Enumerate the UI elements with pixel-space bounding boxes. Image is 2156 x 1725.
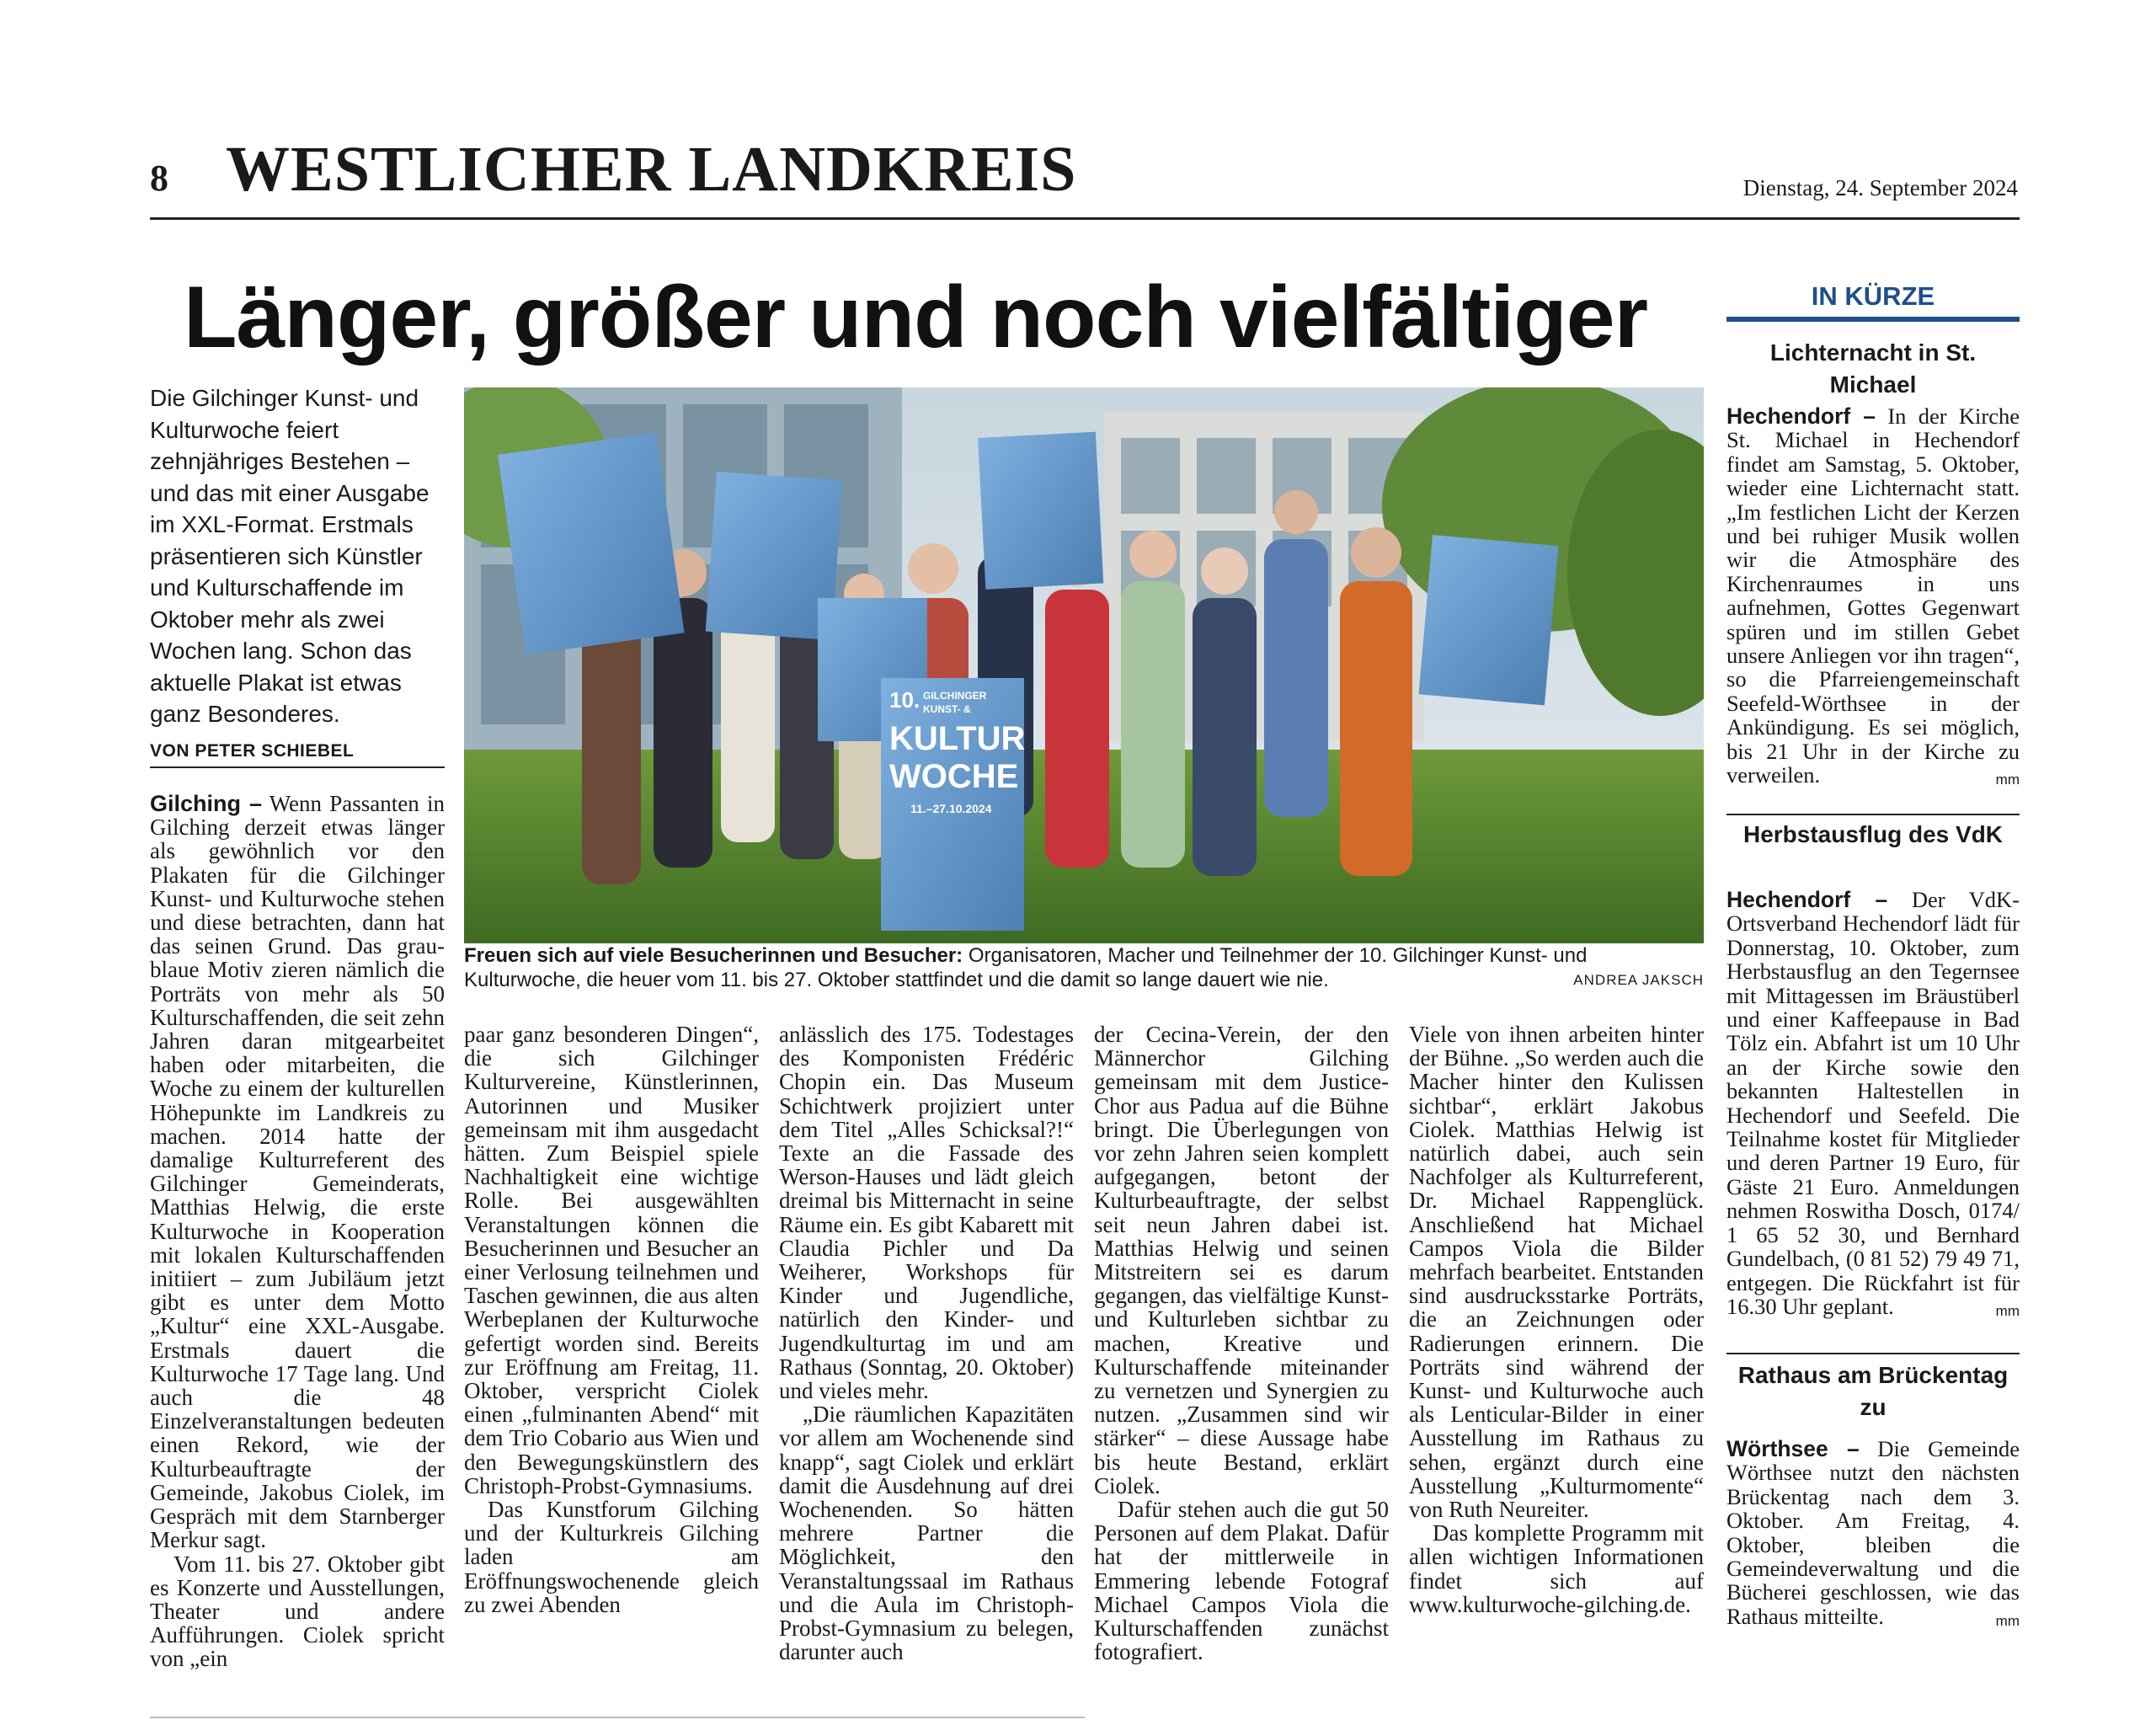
issue-date: Dienstag, 24. September 2024 (1742, 175, 2018, 200)
sidebar-rule (1726, 317, 2020, 322)
brief-1-initials: mm (1995, 772, 2020, 788)
brief-1-rule (1726, 814, 2020, 815)
col1-paragraph-1: Wenn Passanten in Gilching derzeit etwas länger als gewöhnlich vor den Plakaten für die Gilchinger Kunst- und Kulturwoche stehen und diese betrachten, dann hat das seinen Grund. Das grau-blaue Motiv zieren nämlich die Porträts von mehr als 50 Kulturschaffenden, die seit zehn Jahren daran mitgearbeitet haben oder mitarbeiten, die Woche zu einem der kulturellen Höhepunkte im Landkreis zu machen. 2014 hatte der damalige Kulturreferent des Gilchinger Gemeinderats, Matthias Helwig, die erste Kulturwoche in Kooperation mit lokalen Kulturschaffenden initiiert – zum Jubiläum jetzt gibt es unter dem Motto „Kultur“ eine XXL-Ausgabe. Erstmals dauert die Kulturwoche 17 Tage lang. Und auch die 48 Einzelveranstaltungen bedeuten einen Rekord, wie der Kulturbeauftragte der Gemeinde, Jakobus Ciolek, im Gespräch mit dem Starnberger Merkur sagt. (150, 791, 445, 1553)
col2-paragraph-2: Das Kunstforum Gilching und der Kulturkreis Gilching laden am Eröffnungswochenende gleich zu zwei Abenden (464, 1497, 759, 1617)
photo-credit: ANDREA JAKSCH (1573, 972, 1704, 988)
col5-paragraph-2: Das komplette Programm mit allen wichtigen Informationen findet sich auf www.kulturwoche-gilching.de. (1409, 1520, 1704, 1617)
author-rule (150, 766, 445, 768)
page-number: 8 (150, 158, 168, 199)
col4-paragraph-1: der Cecina-Verein, der den Männerchor Gilching gemeinsam mit dem Justice-Chor aus Padua auf die Bühne bringt. Die Überlegungen von vor zehn Jahren seien komplett aufgegangen, betont der Kulturbeauftragte, der selbst seit neun Jahren dabei ist. Matthias Helwig und seinen Mitstreitern sei es darum gegangen, das vielfältige Kunst- und Kulturleben sichtbar zu machen, Kreative und Kulturschaffende miteinander zu vernetzen und Synergien zu nutzen. „Zusammen sind wir stärker“ – diese Aussage habe bis heute Bestand, erklärt Ciolek. (1094, 1022, 1389, 1498)
poster-dates: 11.–27.10.2024 (910, 802, 992, 815)
brief-2-rule (1726, 1353, 2020, 1354)
poster-word2: WOCHE (889, 758, 1019, 795)
body-column-3 (779, 1023, 1074, 1664)
article-author: VON PETER SCHIEBEL (150, 741, 355, 761)
group-photo-illustration (464, 387, 1704, 943)
brief-2-headline: Herbstausflug des VdK (1742, 821, 2004, 847)
brief-1-text: In der Kirche St. Michael in Hechendorf findet am Samstag, 5. Oktober, wieder eine Lichternacht statt. „Im festlichen Licht der Kerzen und bei ruhiger Musik wollen wir die Atmosphäre des Kirchenraumes in uns aufnehmen, Gottes Gegenwart spüren und im stillen Gebet unsere Anliegen vor ihn tragen“, so die Pfarreiengemeinschaft Seefeld-Wörthsee in der Ankündigung. Es sei möglich, bis 21 Uhr in der Kirche zu verweilen. (1726, 403, 2020, 788)
col4-paragraph-2: Dafür stehen auch die gut 50 Personen auf dem Plakat. Dafür hat der mittlerweile in Emmering lebende Fotograf Michael Campos Viola die Kulturschaffenden zunächst fotografiert. (1094, 1497, 1389, 1665)
poster-word1: KULTUR (889, 720, 1026, 757)
poster-line1: GILCHINGER (923, 690, 987, 702)
photo-caption (464, 943, 1704, 992)
brief-2-text: Der VdK-Ortsverband Hechendorf lädt für Donnerstag, 10. Oktober, zum Herbstausflug an den Tegernsee mit Mittagessen im Bräustüberl und einer Kaffeepause in Bad Tölz ein. Abfahrt ist um 10 Uhr an der Kirche sowie den bekannten Haltestellen in Hechendorf und Seefeld. Die Teilnahme kostet für Mitglieder und deren Partner 19 Euro, für Gäste 21 Euro. Anmeldungen nehmen Roswitha Dosch, 0174/ 1 65 52 30, und Bernhard Gundelbach, (0 81 52) 79 49 71, entgegen. Die Rückfahrt ist für 16.30 Uhr geplant. (1726, 887, 2020, 1319)
body-column-5 (1409, 1023, 1704, 1616)
brief-1-place: Hechendorf – (1726, 403, 1876, 429)
col3-paragraph-2: „Die räumlichen Kapazitäten vor allem am Wochenende sind knapp“, sagt Ciolek und erklärt damit die Ausdehnung auf drei Wochenenden. So hätten mehrere Partner die Möglichkeit, den Veranstaltungssaal im Rathaus und die Aula im Christoph-Probst-Gymnasium zu belegen, darunter auch (779, 1402, 1074, 1665)
brief-3-headline: Rathaus am Brückentag zu (1737, 1362, 2009, 1420)
body-column-2 (464, 1023, 759, 1616)
poster-line2: KUNST- & (923, 703, 971, 715)
brief-3-place: Wörthsee – (1726, 1436, 1860, 1461)
brief-2-initials: mm (1995, 1302, 2020, 1319)
body-column-1 (150, 792, 445, 1671)
dateline: Gilching – (150, 791, 262, 816)
footer-rule (150, 1717, 1085, 1718)
brief-3-initials: mm (1995, 1612, 2020, 1629)
brief-1-headline: Lichternacht in St. Michael (1769, 339, 1977, 398)
col1-paragraph-2: Vom 11. bis 27. Oktober gibt es Konzerte und Ausstellungen, Theater und andere Aufführungen. Ciolek spricht von „ein (150, 1551, 445, 1672)
brief-2-place: Hechendorf – (1726, 887, 1888, 912)
sidebar-title: IN KÜRZE (1811, 281, 1935, 311)
col2-paragraph-1: paar ganz besonderen Dingen“, die sich Gilchinger Kulturvereine, Künstlerinnen, Autorinnen und Musiker gemeinsam mit ihm ausgedacht hätten. Zum Beispiel spiele Nachhaltigkeit eine wichtige Rolle. Bei ausgewählten Veranstaltungen können die Besucherinnen und Besucher an einer Verlosung teilnehmen und Taschen gewinnen, die aus alten Werbeplanen der Kulturwoche gefertigt worden sind. Bereits zur Eröffnung am Freitag, 11. Oktober, verspricht Ciolek einen „fulminanten Abend“ mit dem Trio Cobario aus Wien und den Bewegungskünstlern des Christoph-Probst-Gymnasiums. (464, 1022, 759, 1498)
brief-1-body (1726, 404, 2020, 793)
caption-text: Organisatoren, Macher und Teilnehmer der 10. Gilchinger Kunst- und Kulturwoche, die heuer vom 11. bis 27. Oktober stattfindet und die damit so lange dauert wie nie. (464, 944, 1588, 991)
article-lead: Die Gilchinger Kunst- und Kulturwoche feiert zehnjähriges Bestehen – und das mit einer Ausgabe im XXL-Format. Erstmals präsentieren sich Künstler und Kulturschaffende im Oktober mehr als zwei Wochen lang. Schon das aktuelle Plakat ist etwas ganz Besonderes. (150, 385, 430, 727)
brief-3-body (1726, 1437, 2020, 1633)
section-title: WESTLICHER LANDKREIS (226, 134, 1077, 205)
col3-paragraph-1: anlässlich des 175. Todestages des Komponisten Frédéric Chopin ein. Das Museum Schichtwerk projiziert unter dem Titel „Alles Schicksal?!“ Texte an die Fassade des Werson-Hauses und lädt gleich dreimal bis Mitternacht in seine Räume ein. Es gibt Kabarett mit Claudia Pichler und Da Weiherer, Workshops für Kinder und Jugendliche, natürlich den Kinder- und Jugendkulturtag im und am Rathaus (Sonntag, 20. Oktober) und vieles mehr. (779, 1022, 1074, 1404)
body-column-4 (1094, 1023, 1389, 1664)
article-photo (464, 387, 1704, 943)
brief-3-text: Die Gemeinde Wörthsee nutzt den nächsten Brückentag nach dem 3. Oktober. Am Freitag, 4. Oktober, bleiben die Gemeindeverwaltung und die Bücherei geschlossen, wie das Rathaus mitteilte. (1726, 1436, 2020, 1629)
caption-lead: Freuen sich auf viele Besucherinnen und Besucher: (464, 944, 963, 967)
col5-paragraph-1: Viele von ihnen arbeiten hinter der Bühne. „So werden auch die Macher hinter den Kulissen sichtbar“, erklärt Jakobus Ciolek. Matthias Helwig ist natürlich dabei, auch sein Nachfolger als Kulturreferent, Dr. Michael Rappenglück. Anschließend hat Michael Campos Viola die Bilder mehrfach bearbeitet. Entstanden sind ausdrucksstarke Porträts, die an Zeichnungen oder Radierungen erinnern. Die Porträts sind während der Kunst- und Kulturwoche auch als Lenticular-Bilder in einer Ausstellung im Rathaus zu sehen, ergänzt durch eine Ausstellung „Kulturmomente“ von Ruth Neureiter. (1409, 1022, 1704, 1523)
article-headline: Länger, größer und noch vielfältiger (184, 269, 1648, 366)
header-rule (150, 217, 2020, 220)
brief-2-body (1726, 888, 2020, 1323)
poster-number: 10. (889, 687, 921, 713)
